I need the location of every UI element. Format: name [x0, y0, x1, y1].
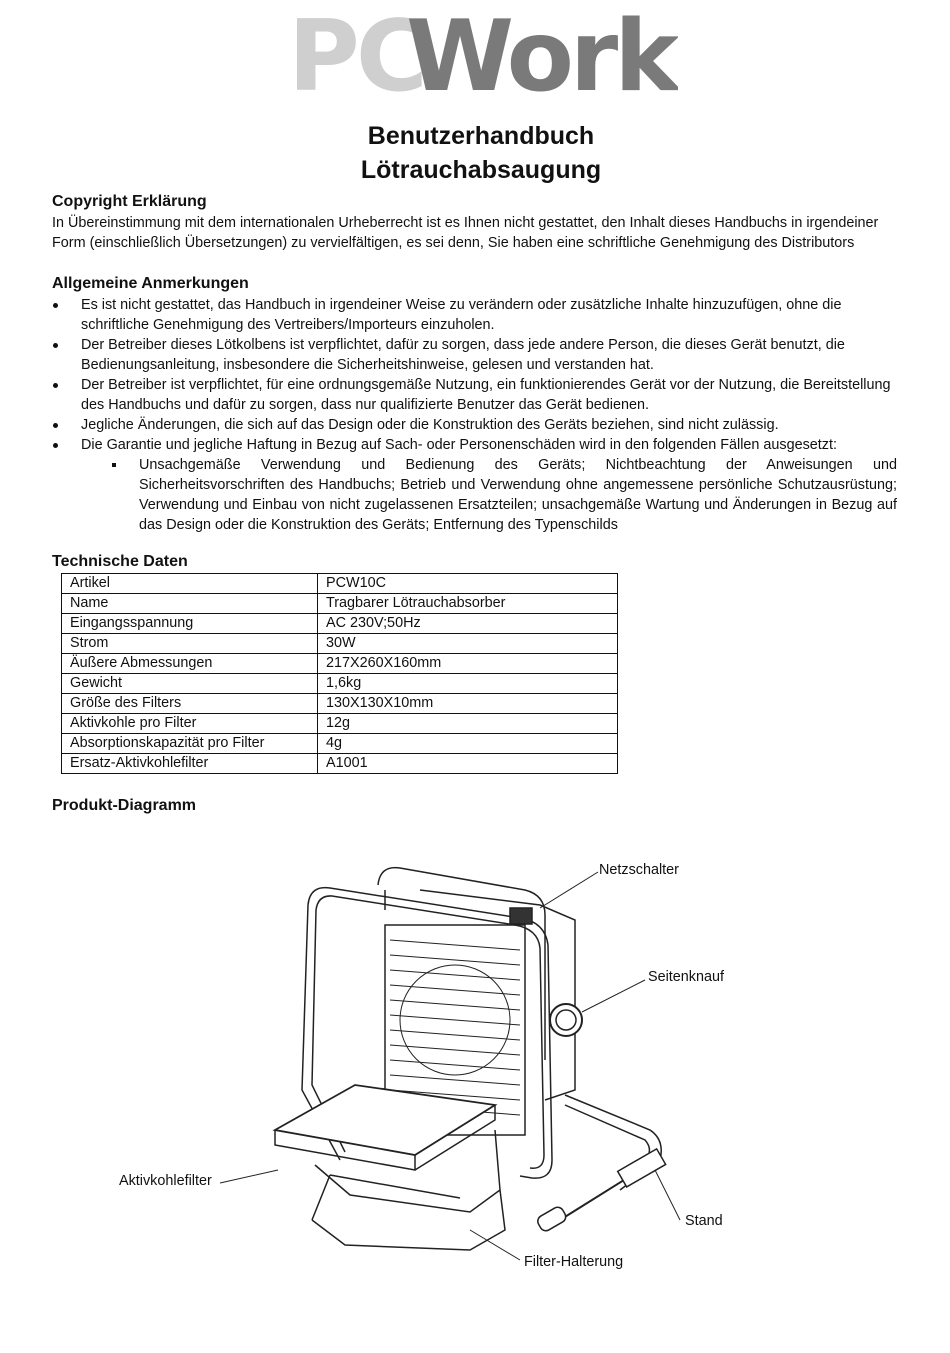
specs-heading: Technische Daten	[52, 553, 188, 570]
spec-key: Artikel	[62, 574, 318, 594]
leader-line	[582, 980, 645, 1012]
list-item-text: Es ist nicht gestattet, das Handbuch in irgendeiner Weise zu verändern oder zusätzliche Inhalte hinzuzufügen, ohne die schriftliche Genehmigung des Vertreibers/Importeurs einzuholen.	[81, 297, 842, 333]
table-row	[62, 754, 618, 774]
spec-key: Strom	[62, 634, 318, 654]
copyright-heading: Copyright Erklärung	[52, 193, 207, 210]
list-item-text: Jegliche Änderungen, die sich auf das Design oder die Konstruktion des Geräts beziehen, sind nicht zulässig.	[81, 417, 779, 433]
leader-line	[220, 1170, 278, 1183]
spec-value: Tragbarer Lötrauchabsorber	[318, 594, 618, 614]
spec-value: 1,6kg	[318, 674, 618, 694]
list-item	[52, 435, 897, 535]
list-item-text: Die Garantie und jegliche Haftung in Bezug auf Sach- oder Personenschäden wird in den folgenden Fällen ausgesetzt:	[81, 437, 837, 453]
general-heading: Allgemeine Anmerkungen	[52, 275, 249, 292]
table-row	[62, 614, 618, 634]
spec-value: 12g	[318, 714, 618, 734]
spec-key: Absorptionskapazität pro Filter	[62, 734, 318, 754]
list-item-text: Der Betreiber dieses Lötkolbens ist verpflichtet, dafür zu sorgen, dass jede andere Person, die dieses Gerät benutzt, die Bedienungsanleitung, insbesondere die Sicherheitshinweise, gelesen und verstanden hat.	[81, 337, 845, 373]
label-filter-halterung: Filter-Halterung	[524, 1254, 624, 1270]
spec-key: Gewicht	[62, 674, 318, 694]
power-switch	[510, 908, 532, 924]
label-seitenknauf: Seitenknauf	[648, 969, 725, 985]
table-row	[62, 734, 618, 754]
label-netzschalter: Netzschalter	[599, 862, 679, 878]
list-item	[52, 375, 897, 415]
list-item	[52, 335, 897, 375]
specs-table	[61, 573, 618, 774]
list-item	[52, 295, 897, 335]
leader-line	[655, 1170, 680, 1220]
diagram-heading: Produkt-Diagramm	[52, 797, 197, 814]
copyright-text: In Übereinstimmung mit dem internationalen Urheberrecht ist es Ihnen nicht gestattet, den Inhalt dieses Handbuchs in irgendeiner Form (einschließlich Übersetzungen) zu vervielfältigen, es sei denn, Sie haben eine schriftliche Genehmigung des Distributors	[52, 215, 879, 251]
table-row	[62, 714, 618, 734]
svg-text:PC: PC	[288, 0, 424, 100]
table-row	[62, 634, 618, 654]
list-item-text: Der Betreiber ist verpflichtet, für eine ordnungsgemäße Nutzung, ein funktionierendes Gerät vor der Nutzung, die Bereitstellung des Handbuchs und dafür zu sorgen, dass nur qualifizierte Benutzer das Gerät bedienen.	[81, 377, 891, 413]
table-row	[62, 654, 618, 674]
sub-list-item: Unsachgemäße Verwendung und Bedienung des Geräts; Nichtbeachtung der Anweisungen und Sicherheitsvorschriften des Handbuchs; Betrieb und Verwendung ohne angemessene persönliche Schutzausrüstung; Verwendung und Einbau von nicht zugelassenen Ersatzteilen; unsachgemäße Wartung und Änderungen in Bezug auf das Design oder die Konstruktion des Geräts; Entfernung des Typenschilds	[81, 455, 897, 535]
general-list	[52, 295, 897, 535]
spec-key: Ersatz-Aktivkohlefilter	[62, 754, 318, 774]
spec-key: Aktivkohle pro Filter	[62, 714, 318, 734]
spec-value: 130X130X10mm	[318, 694, 618, 714]
document-title: Benutzerhandbuch	[367, 122, 595, 150]
table-row	[62, 594, 618, 614]
spec-value: 4g	[318, 734, 618, 754]
leader-line	[540, 872, 598, 908]
spec-value: AC 230V;50Hz	[318, 614, 618, 634]
table-row	[62, 694, 618, 714]
label-stand: Stand	[685, 1213, 723, 1229]
table-row	[62, 674, 618, 694]
svg-text:Work: Work	[406, 0, 676, 100]
document-subtitle: Lötrauchabsaugung	[360, 156, 602, 184]
pcwork-logo	[288, 0, 678, 100]
spec-key: Eingangsspannung	[62, 614, 318, 634]
spec-value: PCW10C	[318, 574, 618, 594]
spec-key: Name	[62, 594, 318, 614]
table-row	[62, 574, 618, 594]
spec-value: 30W	[318, 634, 618, 654]
spec-key: Größe des Filters	[62, 694, 318, 714]
spec-value: A1001	[318, 754, 618, 774]
device-drawing	[275, 868, 666, 1250]
spec-value: 217X260X160mm	[318, 654, 618, 674]
side-knob	[550, 1004, 582, 1036]
list-item	[52, 415, 897, 435]
label-aktivkohlefilter: Aktivkohlefilter	[119, 1173, 212, 1189]
product-diagram	[0, 830, 950, 1290]
spec-key: Äußere Abmessungen	[62, 654, 318, 674]
